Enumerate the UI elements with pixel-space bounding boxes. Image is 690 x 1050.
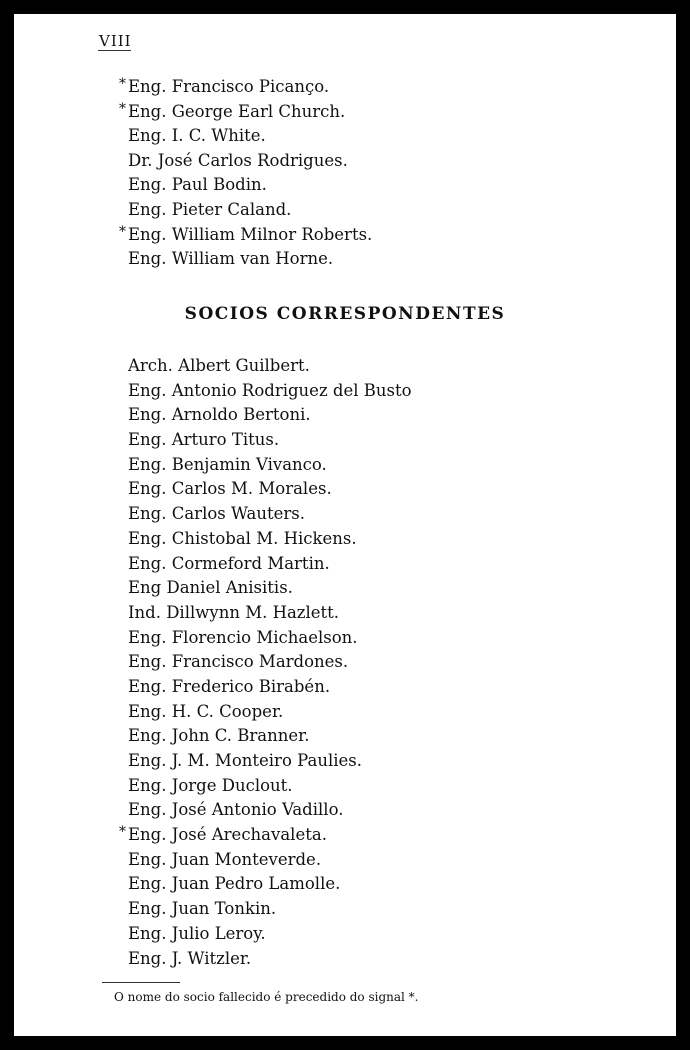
member-name: Eng. Juan Monteverde. <box>128 849 322 869</box>
member-entry <box>128 428 412 453</box>
member-entry <box>128 198 372 223</box>
member-name: Eng. Cormeford Martin. <box>128 553 330 573</box>
member-name: Dr. José Carlos Rodrigues. <box>128 150 348 170</box>
member-entry <box>128 552 412 577</box>
member-name: Eng. Jorge Duclout. <box>128 775 293 795</box>
member-entry <box>128 897 412 922</box>
member-name: Eng. Arturo Titus. <box>128 430 280 450</box>
member-name: Eng. Paul Bodin. <box>128 175 267 195</box>
member-name: Eng. Frederico Birabén. <box>128 676 331 696</box>
member-entry <box>128 354 412 379</box>
deceased-mark: * <box>119 76 126 92</box>
member-entry <box>119 100 372 125</box>
member-name: Eng. Florencio Michaelson. <box>128 627 358 647</box>
member-name: Eng. Francisco Mardones. <box>128 652 349 672</box>
member-entry <box>119 223 373 248</box>
member-name: Eng Daniel Anisitis. <box>128 578 293 598</box>
member-entry <box>128 675 412 700</box>
member-name: Eng. Julio Leroy. <box>128 923 266 943</box>
member-name: Eng. William Milnor Roberts. <box>128 224 373 244</box>
member-entry <box>128 724 412 749</box>
member-entry <box>128 124 372 149</box>
member-name: Eng. Antonio Rodriguez del Busto <box>128 380 412 400</box>
member-name: Eng. Benjamin Vivanco. <box>128 454 327 474</box>
member-entry <box>128 700 412 725</box>
member-name: Eng. William van Horne. <box>128 249 334 269</box>
page-number-rule <box>98 50 131 51</box>
deceased-mark: * <box>119 100 126 117</box>
member-name: Eng. H. C. Cooper. <box>128 701 284 721</box>
member-entry <box>128 947 412 972</box>
member-entry <box>119 75 372 100</box>
member-entry <box>128 247 372 272</box>
section-heading: SOCIOS CORRESPONDENTES <box>184 304 506 324</box>
member-entry <box>128 403 412 428</box>
member-entry <box>119 823 412 848</box>
member-entry <box>128 650 412 675</box>
member-name: Eng. I. C. White. <box>128 126 266 146</box>
member-entry <box>128 749 412 774</box>
member-name: Eng. Chistobal M. Hickens. <box>128 528 357 548</box>
member-name: Eng. José Antonio Vadillo. <box>128 800 344 820</box>
member-name: Eng. J. M. Monteiro Paulies. <box>128 751 362 770</box>
member-entry <box>128 576 412 601</box>
member-entry <box>128 379 412 404</box>
deceased-mark: * <box>119 223 126 240</box>
member-entry <box>128 922 412 947</box>
member-entry <box>128 527 412 552</box>
member-entry <box>128 626 412 651</box>
member-name: Eng. Francisco Picanço. <box>128 77 330 96</box>
member-name: Eng. John C. Branner. <box>128 726 310 746</box>
member-entry <box>128 149 372 174</box>
member-name: Eng. Pieter Caland. <box>128 199 292 219</box>
member-name: Eng. Juan Tonkin. <box>128 899 277 919</box>
member-entry <box>128 848 412 873</box>
deceased-mark: * <box>119 824 126 841</box>
footnote: O nome do socio fallecido é precedido do signal *. <box>114 990 419 1004</box>
footnote-rule <box>102 982 180 983</box>
member-name: Eng. Juan Pedro Lamolle. <box>128 874 341 894</box>
member-entry <box>128 798 412 823</box>
member-entry <box>128 173 372 198</box>
member-entry <box>128 601 412 626</box>
corresponding-member-list <box>119 354 412 971</box>
member-name: Eng. Arnoldo Bertoni. <box>128 405 311 425</box>
member-entry <box>128 872 412 897</box>
document-page <box>14 14 676 1036</box>
member-entry <box>128 774 412 799</box>
page-number: VIII <box>99 32 132 50</box>
member-name: Arch. Albert Guilbert. <box>128 356 310 375</box>
member-name: Ind. Dillwynn M. Hazlett. <box>128 602 340 622</box>
member-name: Eng. George Earl Church. <box>128 101 346 121</box>
member-name: Eng. José Arechavaleta. <box>128 825 327 845</box>
honorary-member-list <box>119 75 373 272</box>
member-name: Eng. Carlos Wauters. <box>128 504 305 524</box>
member-name: Eng. Carlos M. Morales. <box>128 479 332 499</box>
member-entry <box>128 477 412 502</box>
member-name: Eng. J. Witzler. <box>128 948 252 968</box>
member-entry <box>128 453 412 478</box>
member-entry <box>128 502 412 527</box>
